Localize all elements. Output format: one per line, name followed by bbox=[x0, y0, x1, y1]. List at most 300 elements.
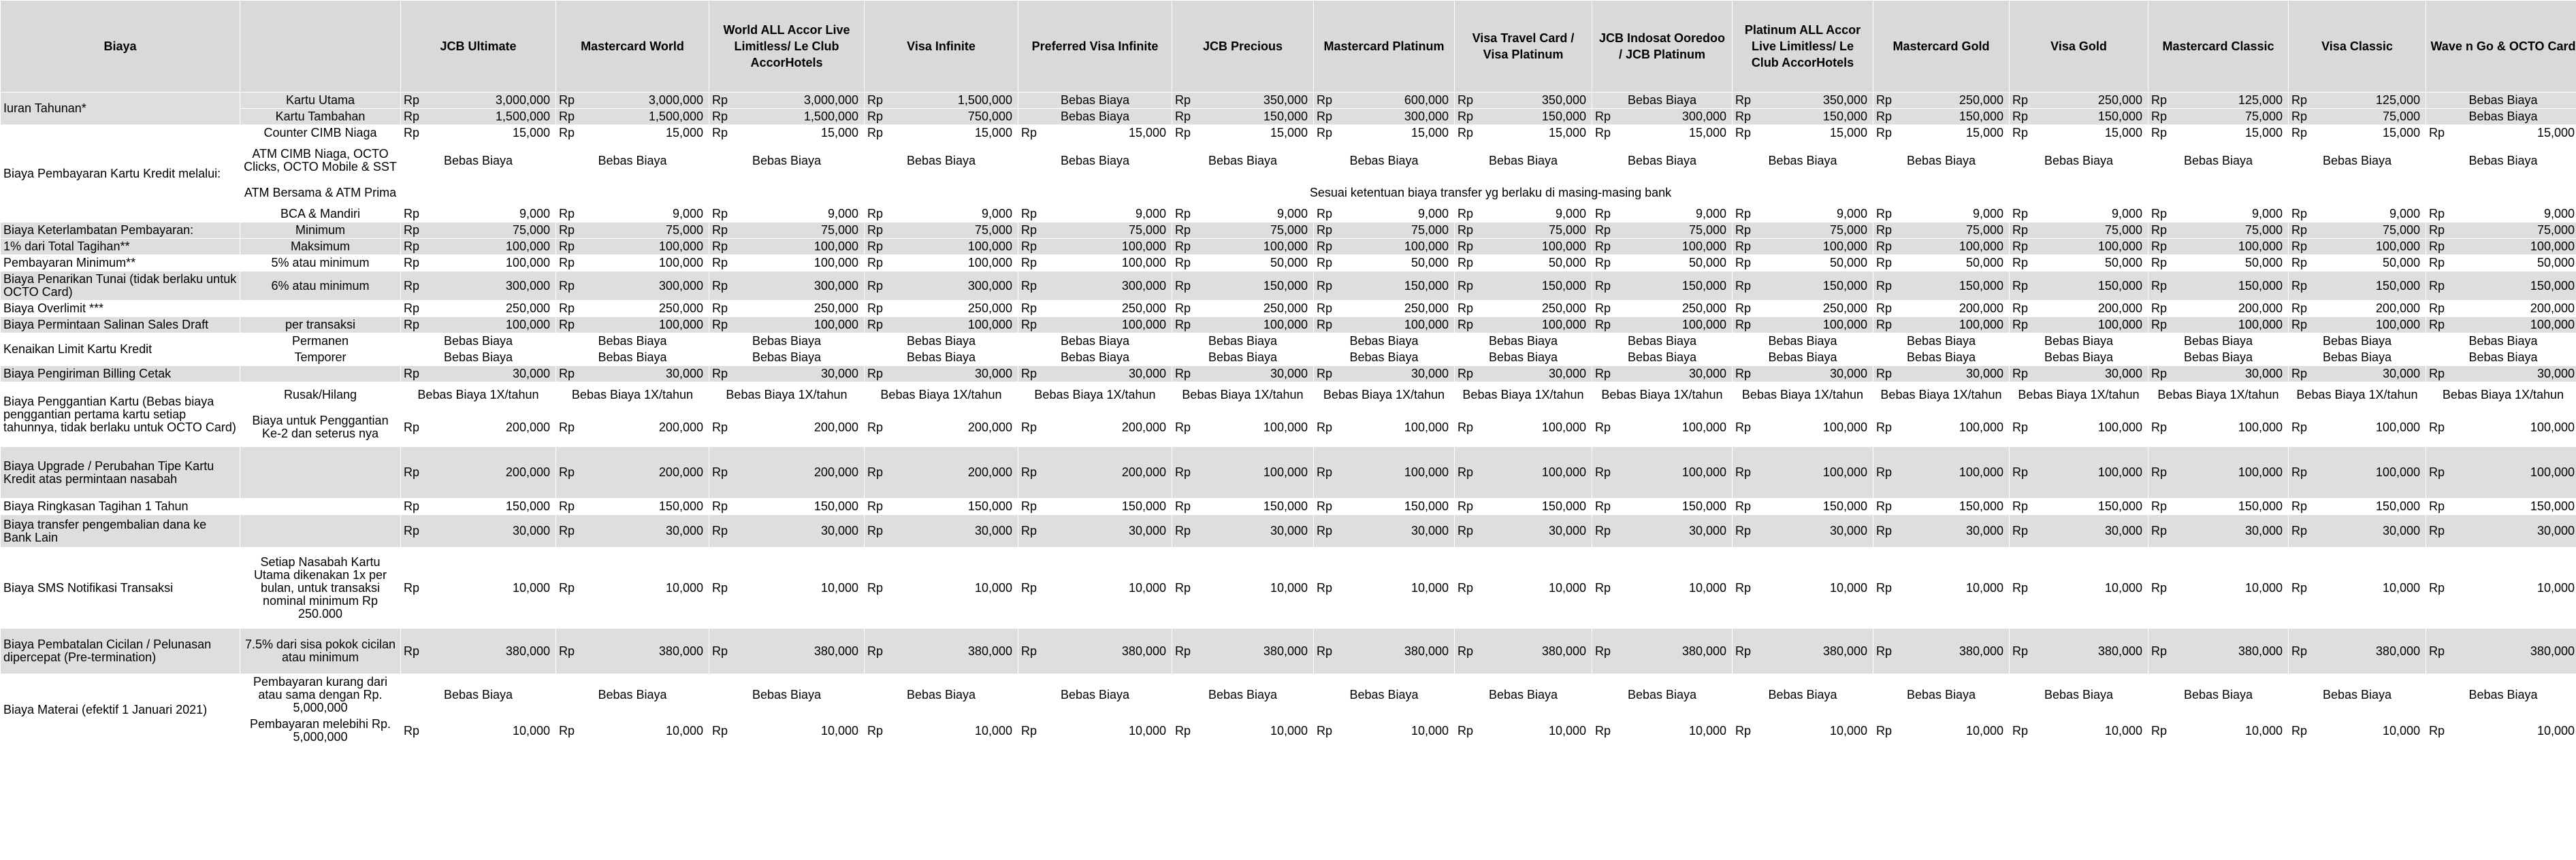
fee-cell: Bebas Biaya 1X/tahun bbox=[556, 382, 709, 408]
currency-label: Rp bbox=[559, 207, 575, 220]
fee-value: 300,000 bbox=[505, 278, 550, 293]
fee-cell: Bebas Biaya bbox=[1733, 674, 1873, 716]
header-card: Mastercard Classic bbox=[2148, 1, 2289, 93]
fee-cell bbox=[556, 109, 709, 125]
fee-value: 50,000 bbox=[2244, 256, 2283, 269]
fee-value: 250,000 bbox=[1541, 301, 1586, 315]
currency-label: Rp bbox=[559, 524, 575, 538]
currency-label: Rp bbox=[1458, 644, 1474, 658]
fee-cell bbox=[1455, 125, 1592, 142]
fee-value: 100,000 bbox=[1822, 318, 1867, 331]
table-row bbox=[1, 447, 2576, 499]
currency-label: Rp bbox=[1175, 110, 1191, 123]
currency-label: Rp bbox=[2429, 420, 2445, 434]
fee-value: 100,000 bbox=[1541, 465, 1586, 479]
fee-cell bbox=[1733, 366, 1873, 382]
currency-label: Rp bbox=[404, 239, 420, 253]
row-sublabel: Rusak/Hilang bbox=[240, 382, 401, 408]
fee-cell: Bebas Biaya bbox=[556, 350, 709, 366]
fee-cell bbox=[401, 408, 556, 447]
fee-value: 30,000 bbox=[2244, 524, 2283, 538]
fee-cell bbox=[1172, 716, 1314, 746]
fee-value: 380,000 bbox=[814, 644, 858, 658]
currency-label: Rp bbox=[2012, 524, 2029, 538]
currency-label: Rp bbox=[559, 367, 575, 380]
currency-label: Rp bbox=[1317, 278, 1333, 293]
fee-cell: Bebas Biaya bbox=[1314, 333, 1455, 350]
currency-label: Rp bbox=[404, 524, 420, 538]
fee-value: 100,000 bbox=[1681, 239, 1726, 253]
currency-label: Rp bbox=[1876, 580, 1893, 595]
fee-value: 75,000 bbox=[512, 223, 550, 237]
fee-cell: Bebas Biaya bbox=[1733, 142, 1873, 180]
currency-label: Rp bbox=[2291, 644, 2308, 658]
fee-cell: Bebas Biaya bbox=[709, 333, 865, 350]
fee-cell: Bebas Biaya bbox=[709, 142, 865, 180]
fee-value: 30,000 bbox=[665, 524, 703, 538]
row-sublabel: BCA & Mandiri bbox=[240, 206, 401, 222]
currency-label: Rp bbox=[867, 110, 884, 123]
fee-cell: Bebas Biaya 1X/tahun bbox=[1733, 382, 1873, 408]
fee-cell bbox=[1455, 548, 1592, 629]
currency-label: Rp bbox=[867, 367, 884, 380]
row-label: Biaya Pengiriman Billing Cetak bbox=[1, 366, 240, 382]
currency-label: Rp bbox=[2151, 301, 2168, 315]
currency-label: Rp bbox=[1458, 223, 1474, 237]
fee-cell bbox=[2426, 125, 2576, 142]
fee-cell bbox=[401, 109, 556, 125]
fee-cell: Bebas Biaya bbox=[2289, 333, 2426, 350]
fee-cell bbox=[2289, 206, 2426, 222]
currency-label: Rp bbox=[867, 499, 884, 513]
fee-cell bbox=[2010, 222, 2148, 239]
header-card: Platinum ALL Accor Live Limitless/ Le Club AccorHotels bbox=[1733, 1, 1873, 93]
fee-value: 10,000 bbox=[1548, 723, 1586, 738]
fee-value: 100,000 bbox=[2097, 318, 2142, 331]
fee-cell bbox=[1018, 271, 1172, 301]
currency-label: Rp bbox=[2012, 223, 2029, 237]
fee-value: 100,000 bbox=[2097, 420, 2142, 434]
fee-value: 30,000 bbox=[1965, 524, 2003, 538]
currency-label: Rp bbox=[404, 580, 420, 595]
currency-label: Rp bbox=[867, 93, 884, 107]
fee-cell: Bebas Biaya bbox=[1592, 333, 1733, 350]
fee-cell bbox=[2426, 301, 2576, 317]
fee-cell bbox=[2148, 109, 2289, 125]
fee-cell: Bebas Biaya bbox=[2426, 109, 2576, 125]
fee-cell bbox=[2010, 125, 2148, 142]
currency-label: Rp bbox=[1175, 223, 1191, 237]
row-sublabel: Pembayaran melebihi Rp. 5,000,000 bbox=[240, 716, 401, 746]
table-row bbox=[1, 716, 2576, 746]
currency-label: Rp bbox=[1175, 580, 1191, 595]
fee-value: 15,000 bbox=[2244, 126, 2283, 139]
currency-label: Rp bbox=[2151, 524, 2168, 538]
fee-cell: Bebas Biaya bbox=[401, 142, 556, 180]
fee-cell: Bebas Biaya bbox=[1314, 674, 1455, 716]
currency-label: Rp bbox=[712, 580, 728, 595]
fee-value: 10,000 bbox=[2382, 580, 2420, 595]
currency-label: Rp bbox=[1735, 93, 1752, 107]
fee-cell bbox=[401, 366, 556, 382]
row-label: Pembayaran Minimum** bbox=[1, 255, 240, 271]
currency-label: Rp bbox=[1317, 110, 1333, 123]
fee-cell bbox=[1018, 366, 1172, 382]
fee-cell bbox=[1172, 408, 1314, 447]
fee-cell bbox=[556, 515, 709, 548]
fee-cell bbox=[1018, 408, 1172, 447]
fee-cell bbox=[1455, 239, 1592, 255]
fee-cell bbox=[401, 125, 556, 142]
fee-cell bbox=[1733, 301, 1873, 317]
fee-cell bbox=[1733, 125, 1873, 142]
fee-cell bbox=[2010, 301, 2148, 317]
fee-cell bbox=[2426, 317, 2576, 333]
fee-value: 10,000 bbox=[820, 580, 858, 595]
header-card: Visa Travel Card / Visa Platinum bbox=[1455, 1, 1592, 93]
fee-cell bbox=[1455, 206, 1592, 222]
fee-cell: Bebas Biaya bbox=[2289, 674, 2426, 716]
currency-label: Rp bbox=[2429, 499, 2445, 513]
currency-label: Rp bbox=[404, 420, 420, 434]
table-row bbox=[1, 499, 2576, 515]
fee-cell: Bebas Biaya bbox=[1733, 350, 1873, 366]
fee-cell: Bebas Biaya 1X/tahun bbox=[1455, 382, 1592, 408]
fee-cell: Bebas Biaya bbox=[1455, 142, 1592, 180]
fee-value: 30,000 bbox=[1548, 524, 1586, 538]
header-biaya: Biaya bbox=[1, 1, 240, 93]
row-sublabel bbox=[240, 515, 401, 548]
fee-cell bbox=[1873, 301, 2010, 317]
fee-cell: Bebas Biaya bbox=[556, 142, 709, 180]
fee-value: 9,000 bbox=[1972, 207, 2003, 220]
fee-cell bbox=[2148, 515, 2289, 548]
fee-cell bbox=[865, 408, 1018, 447]
fee-value: 100,000 bbox=[1121, 239, 1166, 253]
fee-value: 150,000 bbox=[1541, 499, 1586, 513]
fee-cell bbox=[1314, 125, 1455, 142]
currency-label: Rp bbox=[1735, 301, 1752, 315]
fee-value: 75,000 bbox=[1270, 223, 1308, 237]
row-label: Biaya Pembatalan Cicilan / Pelunasan dipercepat (Pre-termination) bbox=[1, 629, 240, 674]
fee-value: 250,000 bbox=[2097, 93, 2142, 107]
currency-label: Rp bbox=[2012, 580, 2029, 595]
fee-cell bbox=[1455, 301, 1592, 317]
fee-cell bbox=[2148, 408, 2289, 447]
table-row bbox=[1, 271, 2576, 301]
fee-cell bbox=[2289, 109, 2426, 125]
fee-cell bbox=[2010, 366, 2148, 382]
fee-cell bbox=[2010, 109, 2148, 125]
row-sublabel: Pembayaran kurang dari atau sama dengan Rp. 5,000,000 bbox=[240, 674, 401, 716]
fee-cell bbox=[1873, 366, 2010, 382]
fee-cell: Bebas Biaya bbox=[865, 333, 1018, 350]
row-sublabel: 6% atau minimum bbox=[240, 271, 401, 301]
fee-cell: Bebas Biaya 1X/tahun bbox=[2289, 382, 2426, 408]
currency-label: Rp bbox=[1876, 93, 1893, 107]
fee-cell: Bebas Biaya bbox=[1018, 93, 1172, 109]
currency-label: Rp bbox=[1876, 110, 1893, 123]
fee-cell bbox=[709, 109, 865, 125]
fee-value: 50,000 bbox=[2382, 256, 2420, 269]
fee-value: 150,000 bbox=[1404, 499, 1449, 513]
fee-value: 100,000 bbox=[1404, 420, 1449, 434]
currency-label: Rp bbox=[1458, 465, 1474, 479]
fee-value: 100,000 bbox=[2238, 420, 2283, 434]
fee-cell bbox=[2010, 548, 2148, 629]
fee-cell bbox=[2289, 366, 2426, 382]
fee-cell bbox=[556, 499, 709, 515]
fee-value: 30,000 bbox=[2244, 367, 2283, 380]
fee-cell: Bebas Biaya bbox=[1873, 674, 2010, 716]
currency-label: Rp bbox=[1458, 420, 1474, 434]
fee-cell: Bebas Biaya bbox=[709, 674, 865, 716]
fee-value: 9,000 bbox=[1555, 207, 1586, 220]
fee-cell bbox=[1592, 317, 1733, 333]
fee-cell bbox=[1592, 222, 1733, 239]
fee-cell bbox=[865, 301, 1018, 317]
table-row bbox=[1, 366, 2576, 382]
fee-cell: Bebas Biaya 1X/tahun bbox=[865, 382, 1018, 408]
fee-cell bbox=[2289, 301, 2426, 317]
fee-cell: Bebas Biaya 1X/tahun bbox=[1592, 382, 1733, 408]
fee-cell: Bebas Biaya bbox=[1455, 674, 1592, 716]
currency-label: Rp bbox=[559, 301, 575, 315]
currency-label: Rp bbox=[1595, 256, 1611, 269]
fee-cell bbox=[1172, 222, 1314, 239]
currency-label: Rp bbox=[1021, 278, 1037, 293]
fee-value: 10,000 bbox=[512, 723, 550, 738]
fee-cell bbox=[2426, 447, 2576, 499]
currency-label: Rp bbox=[1735, 256, 1752, 269]
row-sublabel: Kartu Tambahan bbox=[240, 109, 401, 125]
fee-cell bbox=[2426, 629, 2576, 674]
currency-label: Rp bbox=[867, 256, 884, 269]
fee-value: 200,000 bbox=[967, 465, 1012, 479]
currency-label: Rp bbox=[1876, 278, 1893, 293]
row-label: Biaya Penggantian Kartu (Bebas biaya penggantian pertama kartu setiap tahunnya, tidak berlaku untuk OCTO Card) bbox=[1, 382, 240, 447]
currency-label: Rp bbox=[1317, 644, 1333, 658]
fee-value: 10,000 bbox=[665, 723, 703, 738]
fee-value: 15,000 bbox=[2104, 126, 2142, 139]
fee-cell bbox=[709, 125, 865, 142]
fee-value: 10,000 bbox=[1829, 580, 1867, 595]
currency-label: Rp bbox=[1175, 524, 1191, 538]
fee-value: 150,000 bbox=[1822, 499, 1867, 513]
currency-label: Rp bbox=[1595, 723, 1611, 738]
fee-value: 100,000 bbox=[1541, 239, 1586, 253]
fee-value: 150,000 bbox=[1263, 110, 1308, 123]
fee-cell bbox=[1018, 301, 1172, 317]
row-label: 1% dari Total Tagihan** bbox=[1, 239, 240, 255]
currency-label: Rp bbox=[2151, 207, 2168, 220]
currency-label: Rp bbox=[2012, 644, 2029, 658]
fee-value: 15,000 bbox=[1548, 126, 1586, 139]
fee-value: 50,000 bbox=[1411, 256, 1449, 269]
fee-cell bbox=[2010, 206, 2148, 222]
fee-cell bbox=[1314, 629, 1455, 674]
fee-cell bbox=[2148, 206, 2289, 222]
currency-label: Rp bbox=[2012, 367, 2029, 380]
fee-value: 10,000 bbox=[2537, 580, 2575, 595]
currency-label: Rp bbox=[2151, 318, 2168, 331]
currency-label: Rp bbox=[1021, 644, 1037, 658]
fee-cell bbox=[1873, 222, 2010, 239]
fee-cell bbox=[1314, 515, 1455, 548]
fee-cell bbox=[1172, 629, 1314, 674]
fee-value: 9,000 bbox=[519, 207, 550, 220]
currency-label: Rp bbox=[559, 223, 575, 237]
currency-label: Rp bbox=[559, 318, 575, 331]
currency-label: Rp bbox=[2151, 223, 2168, 237]
fee-cell bbox=[709, 515, 865, 548]
fee-cell bbox=[1873, 109, 2010, 125]
fee-cell: Bebas Biaya 1X/tahun bbox=[709, 382, 865, 408]
fee-value: 200,000 bbox=[967, 420, 1012, 434]
row-sublabel: Maksimum bbox=[240, 239, 401, 255]
fee-value: 380,000 bbox=[1121, 644, 1166, 658]
currency-label: Rp bbox=[559, 465, 575, 479]
currency-label: Rp bbox=[559, 644, 575, 658]
fee-value: 10,000 bbox=[2104, 723, 2142, 738]
currency-label: Rp bbox=[404, 110, 420, 123]
currency-label: Rp bbox=[1175, 499, 1191, 513]
currency-label: Rp bbox=[1876, 239, 1893, 253]
currency-label: Rp bbox=[559, 278, 575, 293]
fee-value: 350,000 bbox=[1541, 93, 1586, 107]
currency-label: Rp bbox=[2429, 580, 2445, 595]
currency-label: Rp bbox=[2151, 367, 2168, 380]
fee-value: 75,000 bbox=[974, 223, 1012, 237]
fee-cell bbox=[1314, 548, 1455, 629]
header-card: Mastercard World bbox=[556, 1, 709, 93]
fee-cell bbox=[401, 317, 556, 333]
fee-cell bbox=[1172, 515, 1314, 548]
fee-value: 600,000 bbox=[1404, 93, 1449, 107]
fee-cell bbox=[1455, 408, 1592, 447]
fee-value: 150,000 bbox=[1541, 278, 1586, 293]
fee-value: 9,000 bbox=[2111, 207, 2142, 220]
fee-cell: Bebas Biaya 1X/tahun bbox=[1172, 382, 1314, 408]
fee-cell bbox=[1873, 408, 2010, 447]
currency-label: Rp bbox=[2429, 318, 2445, 331]
fee-value: 9,000 bbox=[1135, 207, 1166, 220]
fee-value: 150,000 bbox=[1959, 499, 2003, 513]
fee-value: 100,000 bbox=[505, 239, 550, 253]
fee-value: 10,000 bbox=[1270, 580, 1308, 595]
currency-label: Rp bbox=[2012, 126, 2029, 139]
fee-value: 150,000 bbox=[1822, 278, 1867, 293]
fee-cell bbox=[556, 239, 709, 255]
table-row bbox=[1, 317, 2576, 333]
merged-note: Sesuai ketentuan biaya transfer yg berlaku di masing-masing bank bbox=[401, 180, 2576, 206]
currency-label: Rp bbox=[1175, 723, 1191, 738]
fee-cell bbox=[1018, 515, 1172, 548]
currency-label: Rp bbox=[2151, 420, 2168, 434]
currency-label: Rp bbox=[712, 465, 728, 479]
fee-value: 50,000 bbox=[1965, 256, 2003, 269]
fee-cell bbox=[1873, 93, 2010, 109]
currency-label: Rp bbox=[712, 110, 728, 123]
currency-label: Rp bbox=[1458, 207, 1474, 220]
fee-value: 150,000 bbox=[1263, 278, 1308, 293]
currency-label: Rp bbox=[404, 367, 420, 380]
currency-label: Rp bbox=[2291, 256, 2308, 269]
fee-value: 250,000 bbox=[967, 301, 1012, 315]
currency-label: Rp bbox=[559, 499, 575, 513]
currency-label: Rp bbox=[712, 278, 728, 293]
currency-label: Rp bbox=[2151, 93, 2168, 107]
fee-cell bbox=[556, 317, 709, 333]
row-sublabel: ATM CIMB Niaga, OCTO Clicks, OCTO Mobile & SST bbox=[240, 142, 401, 180]
header-row bbox=[1, 1, 2576, 93]
fee-value: 1,500,000 bbox=[648, 110, 703, 123]
fee-cell: Bebas Biaya bbox=[1733, 333, 1873, 350]
currency-label: Rp bbox=[559, 126, 575, 139]
fee-value: 150,000 bbox=[2097, 110, 2142, 123]
fee-value: 9,000 bbox=[827, 207, 858, 220]
currency-label: Rp bbox=[1458, 723, 1474, 738]
currency-label: Rp bbox=[1735, 723, 1752, 738]
fee-value: 10,000 bbox=[665, 580, 703, 595]
fee-cell bbox=[1455, 629, 1592, 674]
currency-label: Rp bbox=[1458, 126, 1474, 139]
fee-cell bbox=[1592, 255, 1733, 271]
fee-cell bbox=[2289, 447, 2426, 499]
table-row bbox=[1, 255, 2576, 271]
fee-value: 30,000 bbox=[2382, 367, 2420, 380]
fee-value: 100,000 bbox=[505, 256, 550, 269]
fee-value: 50,000 bbox=[2104, 256, 2142, 269]
fee-value: 250,000 bbox=[505, 301, 550, 315]
fee-cell bbox=[2148, 366, 2289, 382]
fee-cell bbox=[865, 548, 1018, 629]
fee-cell bbox=[1592, 366, 1733, 382]
fee-value: 30,000 bbox=[974, 524, 1012, 538]
fee-cell bbox=[2426, 255, 2576, 271]
fee-value: 150,000 bbox=[2238, 278, 2283, 293]
fee-value: 30,000 bbox=[2104, 367, 2142, 380]
fee-cell bbox=[1733, 515, 1873, 548]
fee-value: 100,000 bbox=[1404, 239, 1449, 253]
fee-value: 10,000 bbox=[1128, 723, 1166, 738]
fee-cell bbox=[2010, 716, 2148, 746]
fee-cell bbox=[556, 408, 709, 447]
fee-cell: Bebas Biaya bbox=[1455, 333, 1592, 350]
fee-value: 1,500,000 bbox=[495, 110, 550, 123]
fee-value: 100,000 bbox=[2375, 318, 2420, 331]
fee-value: 30,000 bbox=[1829, 524, 1867, 538]
currency-label: Rp bbox=[1876, 644, 1893, 658]
currency-label: Rp bbox=[2012, 301, 2029, 315]
fee-cell bbox=[1172, 301, 1314, 317]
fee-cell bbox=[2148, 716, 2289, 746]
fee-cell bbox=[2289, 255, 2426, 271]
fee-cell bbox=[709, 93, 865, 109]
fee-value: 350,000 bbox=[1822, 93, 1867, 107]
fee-cell: Bebas Biaya bbox=[1592, 350, 1733, 366]
fee-cell bbox=[2426, 366, 2576, 382]
currency-label: Rp bbox=[1458, 278, 1474, 293]
currency-label: Rp bbox=[2012, 278, 2029, 293]
currency-label: Rp bbox=[2012, 318, 2029, 331]
fee-cell: Bebas Biaya 1X/tahun bbox=[2426, 382, 2576, 408]
table-row bbox=[1, 109, 2576, 125]
fee-cell bbox=[2426, 515, 2576, 548]
row-sublabel: Counter CIMB Niaga bbox=[240, 125, 401, 142]
fee-cell bbox=[865, 222, 1018, 239]
fee-cell bbox=[1733, 255, 1873, 271]
